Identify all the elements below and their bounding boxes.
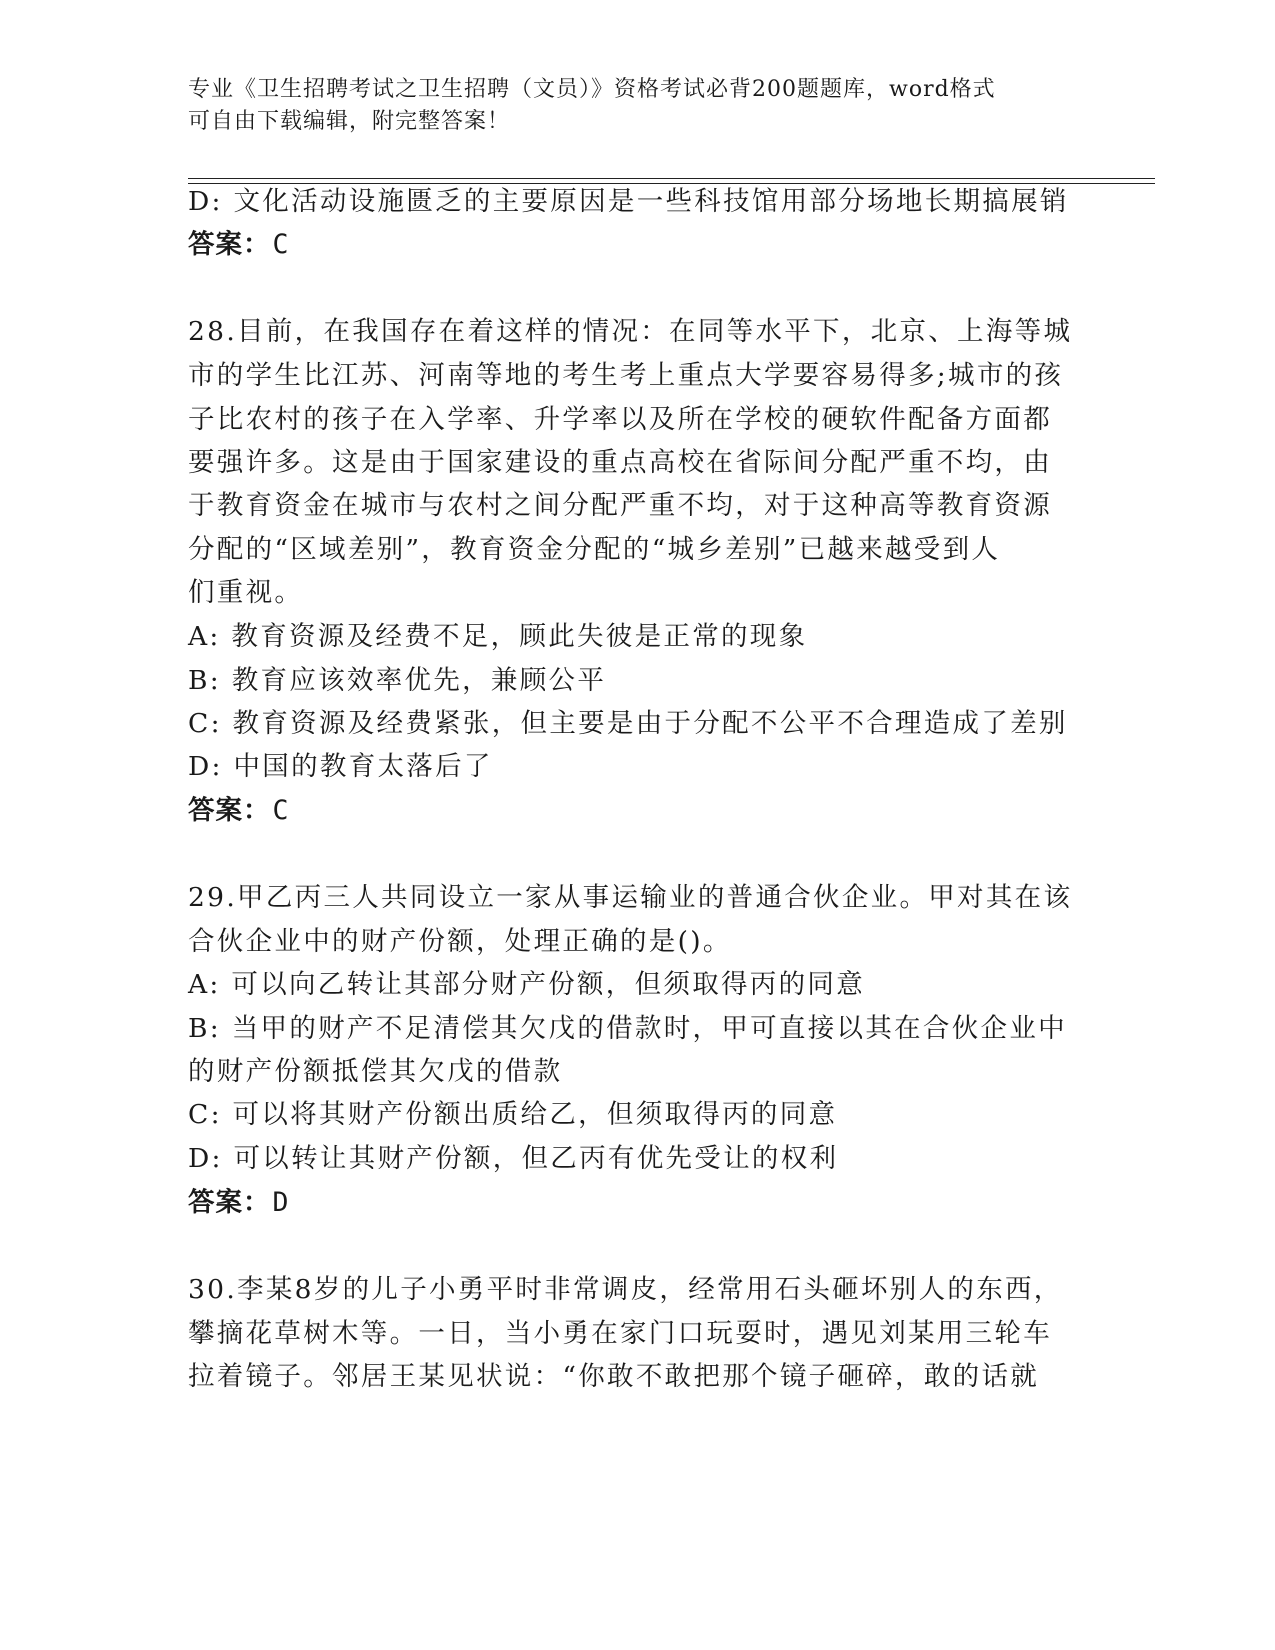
q28-stem-line: 要强许多。这是由于国家建设的重点高校在省际间分配严重不均，由 — [188, 447, 1052, 478]
q28-stem-line: 市的学生比江苏、河南等地的考生考上重点大学要容易得多;城市的孩 — [188, 360, 1064, 391]
q28-option-d: D: 中国的教育太落后了 — [188, 751, 493, 782]
answer-label: 答案： — [188, 229, 271, 260]
q28-option-a: A: 教育资源及经费不足，顾此失彼是正常的现象 — [188, 621, 808, 652]
q29-stem-line: 合伙企业中的财产份额，处理正确的是()。 — [188, 926, 732, 957]
q28-answer — [188, 793, 289, 829]
q28-option-c: C: 教育资源及经费紧张，但主要是由于分配不公平不合理造成了差别 — [188, 708, 1068, 739]
answer-value: D — [272, 1187, 290, 1218]
answer-label: 答案： — [188, 795, 271, 826]
header-divider-top — [188, 178, 1155, 179]
q28-stem-line: 子比农村的孩子在入学率、升学率以及所在学校的硬软件配备方面都 — [188, 404, 1052, 435]
q29-option-a: A: 可以向乙转让其部分财产份额，但须取得丙的同意 — [188, 969, 865, 1000]
q28-stem-line: 于教育资金在城市与农村之间分配严重不均，对于这种高等教育资源 — [188, 490, 1052, 521]
q28-stem-line: 们重视。 — [188, 577, 304, 608]
q28-option-b: B: 教育应该效率优先，兼顾公平 — [188, 665, 607, 696]
answer-label: 答案： — [188, 1187, 271, 1218]
header-title-line-1: 专业《卫生招聘考试之卫生招聘（文员）》资格考试必背200题题库，word格式 — [188, 77, 996, 102]
answer-value: C — [272, 795, 290, 826]
q30-stem-line: 拉着镜子。邻居王某见状说：“你敢不敢把那个镜子砸碎，敢的话就 — [188, 1361, 1040, 1392]
q29-option-d: D: 可以转让其财产份额，但乙丙有优先受让的权利 — [188, 1143, 839, 1174]
q29-stem-line: 29.甲乙丙三人共同设立一家从事运输业的普通合伙企业。甲对其在该 — [188, 882, 1073, 913]
q29-option-c: C: 可以将其财产份额出质给乙，但须取得丙的同意 — [188, 1099, 838, 1130]
document-header — [188, 74, 1068, 138]
header-title-line-2: 可自由下载编辑，附完整答案！ — [188, 109, 511, 134]
q30-stem-line: 攀摘花草树木等。一日，当小勇在家门口玩耍时，遇见刘某用三轮车 — [188, 1318, 1052, 1349]
answer-value: C — [272, 229, 290, 260]
q29-option-b-line: 的财产份额抵偿其欠戊的借款 — [188, 1056, 563, 1087]
q30-stem-line: 30.李某8岁的儿子小勇平时非常调皮，经常用石头砸坏别人的东西， — [188, 1274, 1063, 1305]
q28-stem-line: 28.目前，在我国存在着这样的情况：在同等水平下，北京、上海等城 — [188, 316, 1073, 347]
q29-answer — [188, 1185, 289, 1221]
q28-stem-line: 分配的“区域差别”，教育资金分配的“城乡差别”已越来越受到人 — [188, 534, 1001, 565]
q29-option-b-line: B: 当甲的财产不足清偿其欠戊的借款时，甲可直接以其在合伙企业中 — [188, 1013, 1067, 1044]
q27-option-d: D: 文化活动设施匮乏的主要原因是一些科技馆用部分场地长期搞展销 — [188, 186, 1069, 217]
q27-answer — [188, 227, 289, 263]
